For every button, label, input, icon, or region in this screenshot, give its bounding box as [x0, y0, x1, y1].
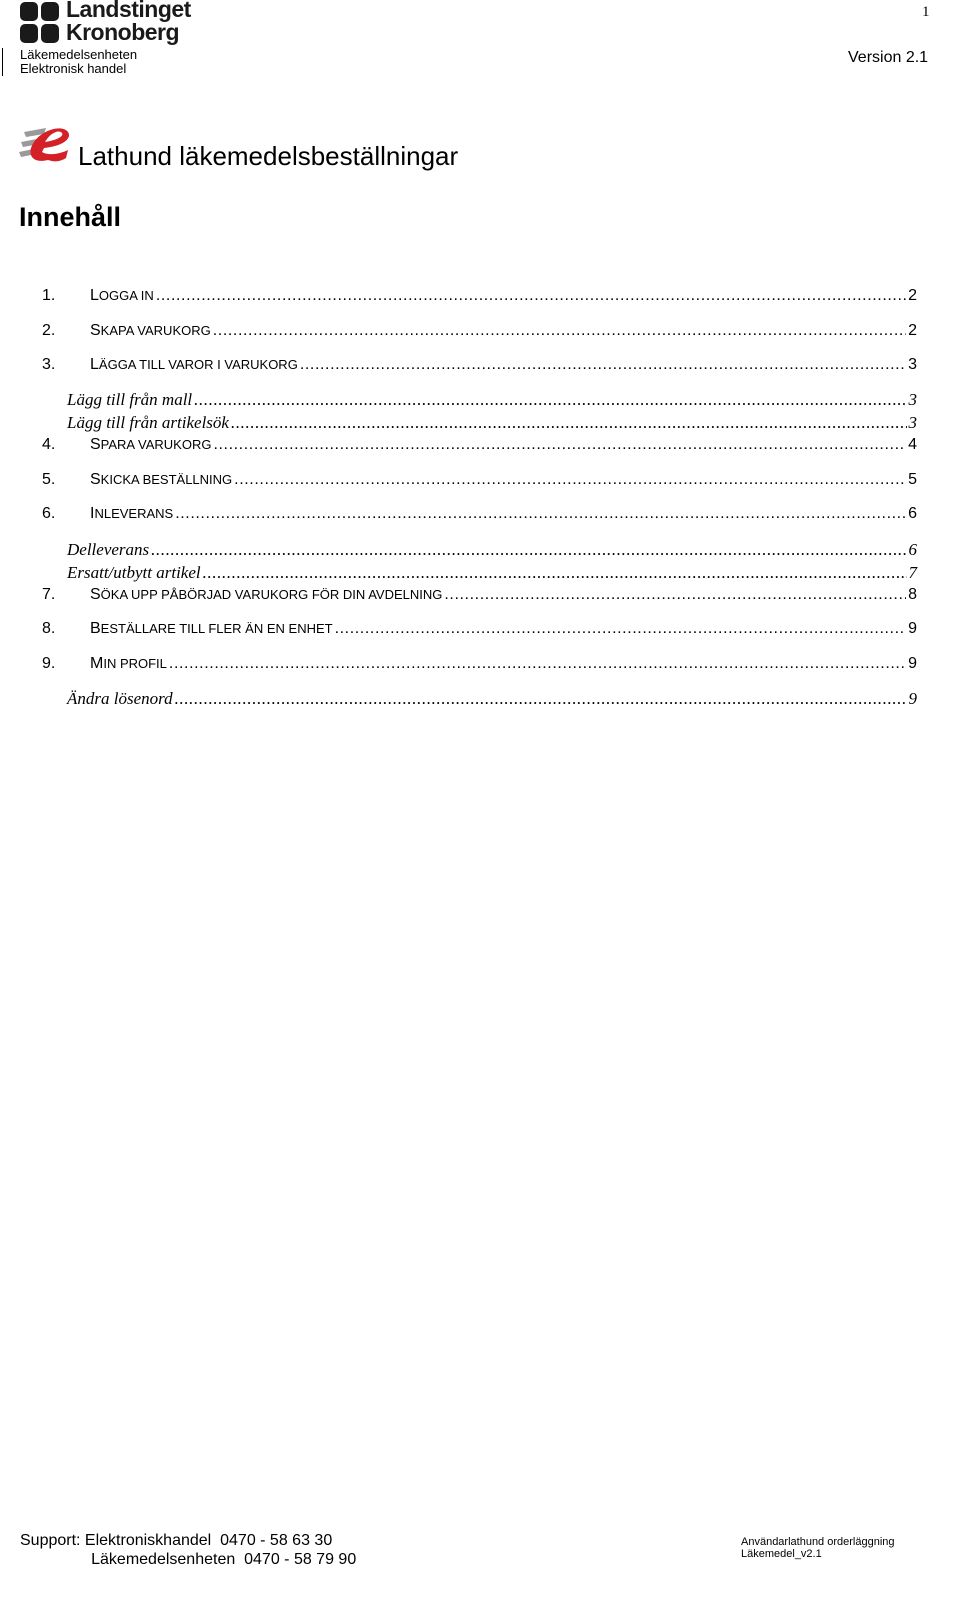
toc-label-initial: S [90, 586, 101, 603]
e-handel-logo-icon [18, 120, 74, 168]
toc-label-initial: L [90, 287, 99, 304]
version-label: Version 2.1 [848, 49, 929, 66]
header-divider [2, 48, 3, 76]
toc-page: 7 [908, 563, 917, 582]
toc-label [90, 322, 211, 340]
toc-number: 4. [42, 436, 56, 453]
toc-page: 5 [908, 471, 917, 488]
toc-entry-skapa-varukorg[interactable] [42, 322, 917, 340]
toc-leader [203, 563, 907, 583]
toc-label-initial: I [90, 505, 95, 522]
toc-entry-bestallare-fler-enheter[interactable] [42, 620, 917, 638]
toc-leader [175, 689, 907, 709]
toc-number: 9. [42, 655, 56, 672]
toc-leader [234, 471, 906, 489]
support-line-1: Support: Elektroniskhandel 0470 - 58 63 30 [20, 1532, 333, 1549]
logo-text [66, 0, 191, 44]
toc-label [90, 620, 333, 638]
toc-entry-min-profil[interactable] [42, 655, 917, 673]
toc-page: 4 [908, 436, 917, 453]
toc-entry-lagga-till-varor[interactable] [42, 356, 917, 374]
toc-label-rest: KICKA BESTÄLLNING [100, 472, 233, 487]
toc-label [90, 356, 298, 374]
document-title: Lathund läkemedelsbeställningar [78, 141, 459, 171]
toc-leader [151, 540, 906, 560]
toc-label [90, 505, 173, 523]
toc-page: 3 [908, 413, 917, 432]
toc-label-initial: S [90, 436, 101, 453]
toc-label: Ersatt/utbytt artikel [67, 563, 201, 582]
toc-entry-soka-upp-varukorg[interactable] [42, 586, 917, 604]
toc-number: 5. [42, 471, 56, 488]
toc-number: 2. [42, 322, 56, 339]
toc-label-initial: S [90, 471, 101, 488]
toc-label-rest: ÄGGA TILL VAROR I VARUKORG [98, 357, 298, 372]
toc-label: Delleverans [67, 540, 150, 559]
toc-label-rest: IN PROFIL [103, 656, 167, 671]
toc-leader [156, 287, 906, 305]
toc-page: 6 [908, 540, 917, 559]
toc-page: 3 [908, 356, 917, 373]
toc-label [90, 655, 167, 673]
toc-page: 9 [908, 655, 917, 672]
toc-entry-inleverans[interactable] [42, 505, 917, 523]
toc-label-rest: NLEVERANS [94, 506, 174, 521]
toc-label-initial: L [90, 356, 99, 373]
toc-entry-ersatt-utbytt-artikel[interactable] [67, 563, 917, 583]
toc-page: 2 [908, 322, 917, 339]
footer-support [20, 1531, 356, 1569]
toc-leader [194, 390, 906, 410]
toc-leader [300, 356, 906, 374]
toc-label-initial: S [90, 322, 101, 339]
toc-label-rest: ESTÄLLARE TILL FLER ÄN EN ENHET [100, 621, 333, 636]
toc-leader [213, 322, 906, 340]
toc-leader [444, 586, 906, 604]
logo-line1: Landstinget [66, 0, 191, 22]
toc-label: Lägg till från mall [67, 390, 193, 409]
footer-file-name: Användarlathund orderläggning Läkemedel_v2.1 [741, 1536, 895, 1560]
toc-label [90, 287, 154, 305]
toc-label-rest: ÖKA UPP PÅBÖRJAD VARUKORG FÖR DIN AVDELNING [100, 587, 443, 602]
toc-label-rest: KAPA VARUKORG [100, 323, 211, 338]
toc-page: 3 [908, 390, 917, 409]
toc-number: 6. [42, 505, 56, 522]
support-line-2: Läkemedelsenheten 0470 - 58 79 90 [20, 1551, 357, 1568]
toc-number: 3. [42, 356, 56, 373]
toc-label [90, 471, 232, 489]
toc-label-rest: PARA VARUKORG [100, 437, 212, 452]
toc-page: 6 [908, 505, 917, 522]
logo-squares-icon [20, 2, 60, 44]
toc-entry-logga-in[interactable] [42, 287, 917, 305]
toc-entry-spara-varukorg[interactable] [42, 436, 917, 454]
landstinget-kronoberg-logo [20, 0, 210, 48]
toc-label [90, 436, 211, 454]
toc-entry-andra-losenord[interactable] [67, 689, 917, 709]
toc-entry-lagg-till-fran-mall[interactable] [67, 390, 917, 410]
toc-number: 1. [42, 287, 56, 304]
toc-page: 9 [908, 620, 917, 637]
toc-entry-skicka-bestallning[interactable] [42, 471, 917, 489]
toc-entry-lagg-till-fran-artikelsok[interactable] [67, 413, 917, 433]
toc-leader [169, 655, 906, 673]
department-name: Läkemedelsenheten [20, 47, 138, 62]
toc-number: 8. [42, 620, 56, 637]
toc-entry-delleverans[interactable] [67, 540, 917, 560]
toc-page: 8 [908, 586, 917, 603]
toc-page: 9 [908, 689, 917, 708]
toc-label-rest: OGGA IN [98, 288, 154, 303]
department-unit: Elektronisk handel [20, 61, 127, 76]
toc-leader [335, 620, 907, 638]
toc-label: Lägg till från artikelsök [67, 413, 229, 432]
toc-label: Ändra lösenord [67, 689, 173, 708]
toc-label-initial: B [90, 620, 101, 637]
toc-label [90, 586, 442, 604]
toc-page: 2 [908, 287, 917, 304]
toc-label-initial: M [90, 655, 104, 672]
contents-heading: Innehåll [19, 202, 122, 232]
page-number: 1 [922, 4, 930, 20]
logo-line2: Kronoberg [66, 19, 180, 45]
toc-leader [213, 436, 906, 454]
toc-number: 7. [42, 586, 56, 603]
toc-leader [175, 505, 906, 523]
header-department [20, 48, 137, 76]
toc-leader [231, 413, 907, 433]
